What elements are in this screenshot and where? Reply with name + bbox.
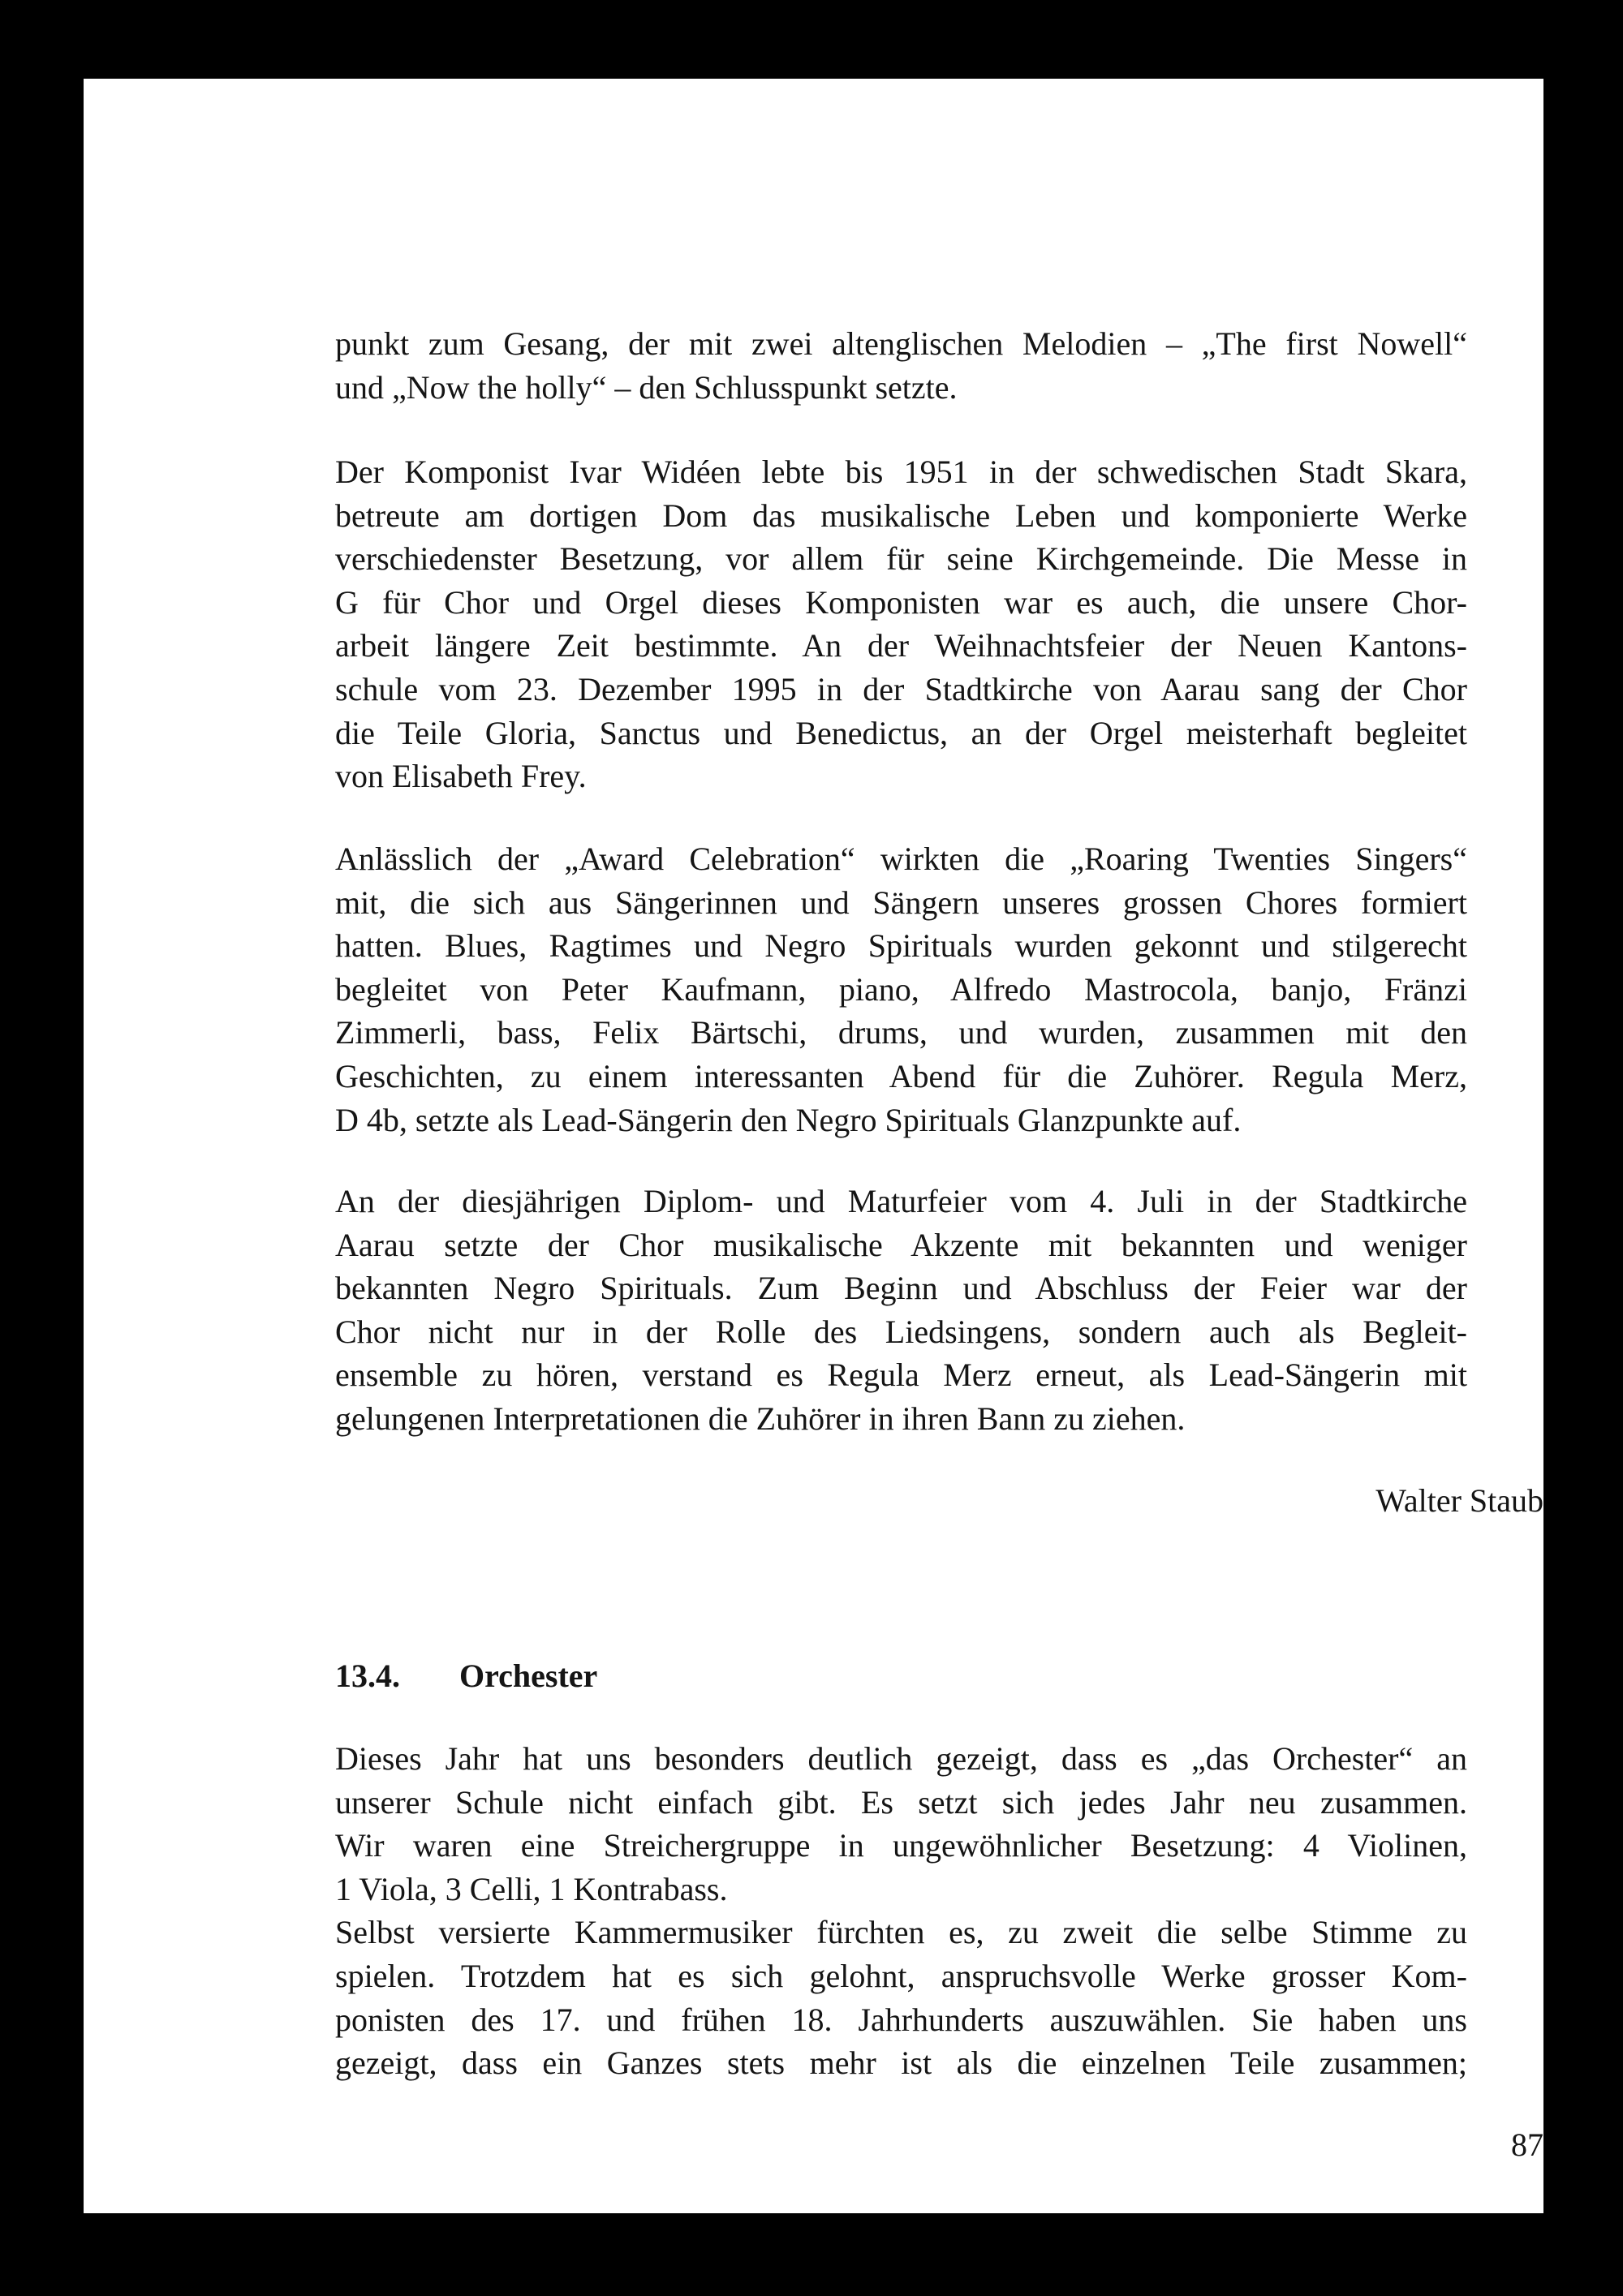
text-line: gelungenen Interpretationen die Zuhörer in ihren Bann zu ziehen.: [335, 1400, 1186, 1437]
text-line: ensemble zu hören, verstand es Regula Merz erneut, als Lead-Sängerin mit: [335, 1357, 1467, 1394]
text-line: Wir waren eine Streichergruppe in ungewöhnlicher Besetzung: 4 Violinen,: [335, 1827, 1467, 1864]
text-line: Chor nicht nur in der Rolle des Liedsingens, sondern auch als Begleit-: [335, 1313, 1467, 1350]
text-line: An der diesjährigen Diplom- und Maturfeier vom 4. Juli in der Stadtkirche: [335, 1183, 1467, 1219]
text-line: und „Now the holly“ – den Schlusspunkt setzte.: [335, 368, 958, 406]
text-line: Zimmerli, bass, Felix Bärtschi, drums, und wurden, zusammen mit den: [335, 1014, 1467, 1051]
text-line: spielen. Trotzdem hat es sich gelohnt, anspruchsvolle Werke grosser Kom-: [335, 1957, 1467, 1994]
text-line: bekannten Negro Spirituals. Zum Beginn und Abschluss der Feier war der: [335, 1270, 1467, 1307]
text-line: arbeit längere Zeit bestimmte. An der Weihnachtsfeier der Neuen Kantons-: [335, 627, 1467, 664]
text-line: schule vom 23. Dezember 1995 in der Stadtkirche von Aarau sang der Chor: [335, 670, 1467, 707]
paragraph-diplom-feier: [335, 1180, 1467, 1441]
text-line: ponisten des 17. und frühen 18. Jahrhunderts auszuwählen. Sie haben uns: [335, 2001, 1467, 2038]
text-line: mit, die sich aus Sängerinnen und Sängern unseres grossen Chores formiert: [335, 884, 1467, 921]
text-line: D 4b, setzte als Lead-Sängerin den Negro Spirituals Glanzpunkte auf.: [335, 1101, 1242, 1138]
paragraph-award-celebration: [335, 837, 1467, 1142]
text-line: punkt zum Gesang, der mit zwei altenglischen Melodien – „The first Nowell“: [335, 325, 1467, 362]
text-line: betreute am dortigen Dom das musikalische Leben und komponierte Werke: [335, 497, 1467, 534]
document-page: [84, 79, 1543, 2213]
paragraph-closing-song: [335, 322, 1467, 409]
text-line: G für Chor und Orgel dieses Komponisten war es auch, die unsere Chor-: [335, 583, 1467, 621]
text-line: gezeigt, dass ein Ganzes stets mehr ist als die einzelnen Teile zusammen;: [335, 2044, 1467, 2082]
text-line: von Elisabeth Frey.: [335, 758, 587, 795]
text-line: Anlässlich der „Award Celebration“ wirkten die „Roaring Twenties Singers“: [335, 841, 1467, 877]
section-number: 13.4.: [335, 1658, 400, 1694]
text-line: 1 Viola, 3 Celli, 1 Kontrabass.: [335, 1870, 728, 1907]
text-line: verschiedenster Besetzung, vor allem für seine Kirchgemeinde. Die Messe in: [335, 540, 1467, 578]
section-heading: [335, 1654, 597, 1698]
paragraph-orchester: [335, 1737, 1467, 2085]
text-line: Geschichten, zu einem interessanten Abend für die Zuhörer. Regula Merz,: [335, 1057, 1467, 1094]
text-line: begleitet von Peter Kaufmann, piano, Alfredo Mastrocola, banjo, Fränzi: [335, 970, 1467, 1008]
text-line: Der Komponist Ivar Widéen lebte bis 1951 in der schwedischen Stadt Skara,: [335, 454, 1467, 490]
text-line: die Teile Gloria, Sanctus und Benedictus, an der Orgel meisterhaft begleitet: [335, 714, 1467, 751]
author-signature: Walter Staub: [1375, 1482, 1543, 1519]
text-line: Dieses Jahr hat uns besonders deutlich gezeigt, dass es „das Orchester“ an: [335, 1740, 1467, 1777]
text-line: Selbst versierte Kammermusiker fürchten es, zu zweit die selbe Stimme zu: [335, 1914, 1467, 1951]
text-line: Aarau setzte der Chor musikalische Akzente mit bekannten und weniger: [335, 1226, 1467, 1263]
paragraph-ivar-wideen: [335, 450, 1467, 798]
section-title: Orchester: [459, 1658, 598, 1694]
page-number: 87: [1511, 2126, 1543, 2163]
text-line: hatten. Blues, Ragtimes und Negro Spirituals wurden gekonnt und stilgerecht: [335, 927, 1467, 965]
text-line: unserer Schule nicht einfach gibt. Es setzt sich jedes Jahr neu zusammen.: [335, 1783, 1467, 1821]
